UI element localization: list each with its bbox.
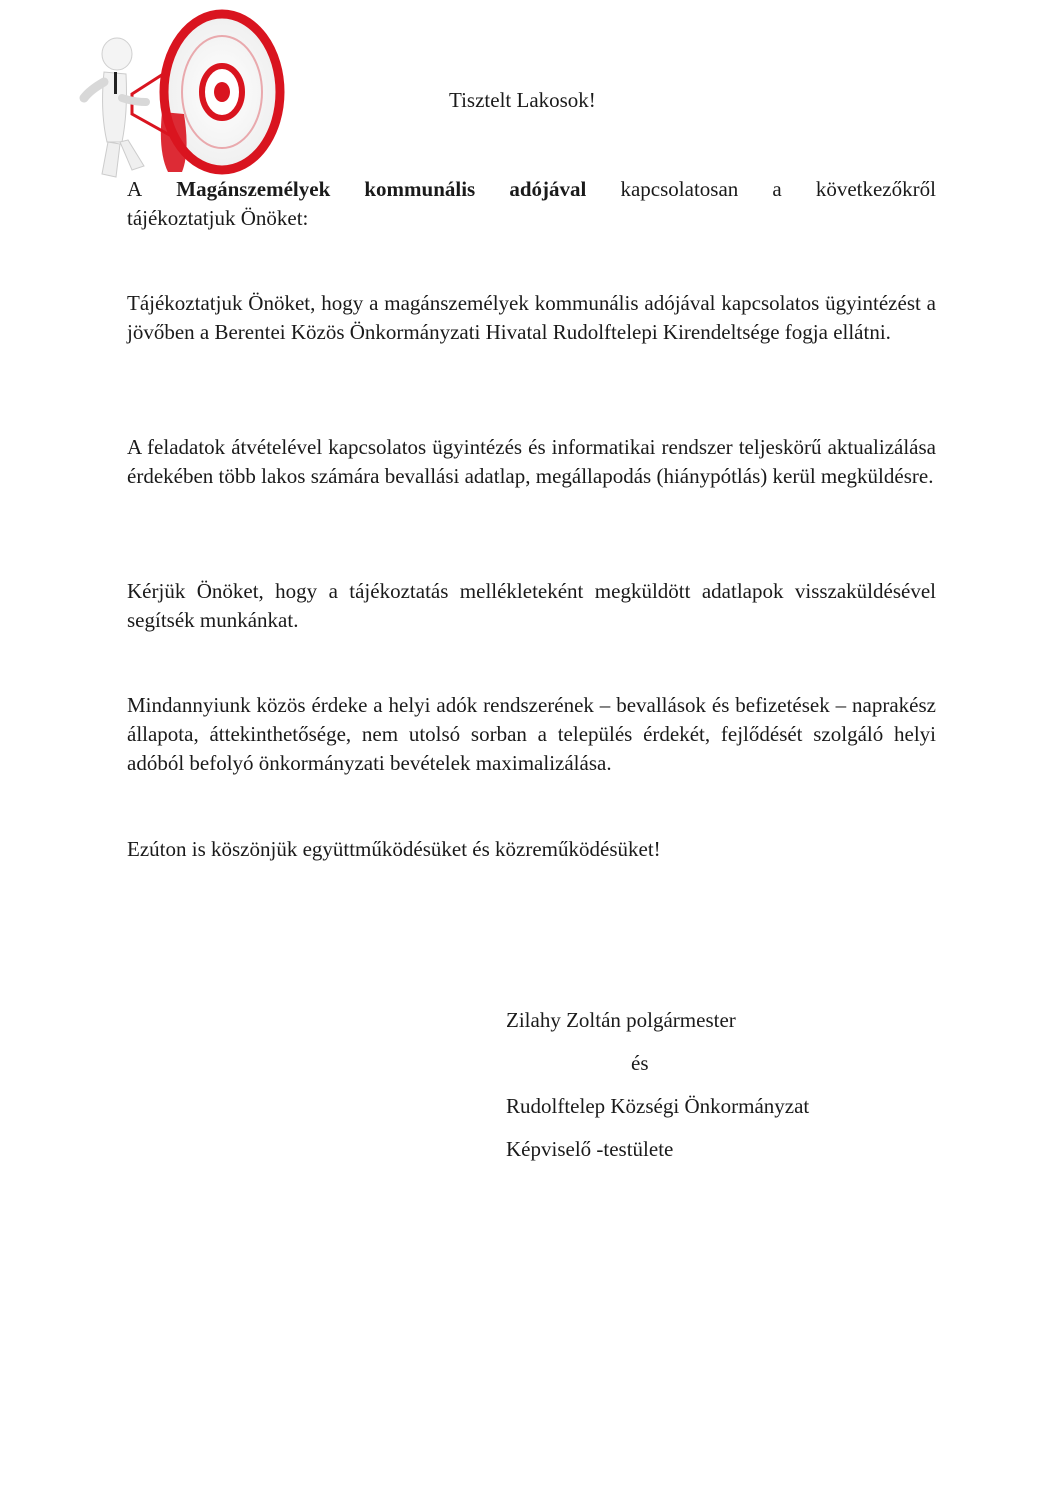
intro-word: következőkről bbox=[815, 177, 936, 201]
megaphone-illustration bbox=[62, 2, 310, 190]
intro-word-bold: adójával bbox=[509, 177, 587, 201]
intro-word-bold: kommunális bbox=[364, 177, 476, 201]
greeting: Tisztelt Lakosok! bbox=[449, 88, 596, 112]
paragraph-request: Kérjük Önöket, hogy a tájékoztatás mellékleteként megküldött adatlapok visszaküldésével segítsék munkánkat. bbox=[127, 579, 936, 632]
intro-first-line bbox=[127, 175, 936, 204]
paragraph-data-sheets: A feladatok átvételével kapcsolatos ügyintézés és informatikai rendszer teljeskörű aktualizálása érdekében több lakos számára bevallási adatlap, megállapodás (hiánypótlás) kerül megküldésre. bbox=[127, 435, 936, 488]
paragraph-common-interest: Mindannyiunk közös érdeke a helyi adók rendszerének – bevallások és befizetések – naprakész állapota, áttekinthetősége, nem utolsó sorban a település érdekét, fejlődését szolgáló helyi adóból befolyó önkormányzati bevételek maximalizálása. bbox=[127, 693, 936, 775]
paragraph-thanks: Ezúton is köszönjük együttműködésüket és közreműködésüket! bbox=[127, 837, 661, 861]
intro-word: a bbox=[772, 177, 782, 201]
paragraph-administration: Tájékoztatjuk Önöket, hogy a magánszemélyek kommunális adójával kapcsolatos ügyintézést a jövőben a Berentei Közös Önkormányzati Hivatal Rudolftelepi Kirendeltsége fogja ellátni. bbox=[127, 291, 936, 344]
megaphone-figure-icon bbox=[62, 2, 310, 190]
signature-and: és bbox=[631, 1051, 649, 1075]
intro-word: A bbox=[127, 177, 143, 201]
intro-second-line: tájékoztatjuk Önöket: bbox=[127, 206, 309, 230]
intro-paragraph bbox=[127, 175, 936, 233]
signature-body: Képviselő -testülete bbox=[506, 1137, 674, 1161]
signature-name: Zilahy Zoltán polgármester bbox=[506, 1008, 736, 1032]
signature-organization: Rudolftelep Községi Önkormányzat bbox=[506, 1094, 810, 1118]
intro-word-bold: Magánszemélyek bbox=[176, 177, 331, 201]
intro-word: kapcsolatosan bbox=[620, 177, 739, 201]
